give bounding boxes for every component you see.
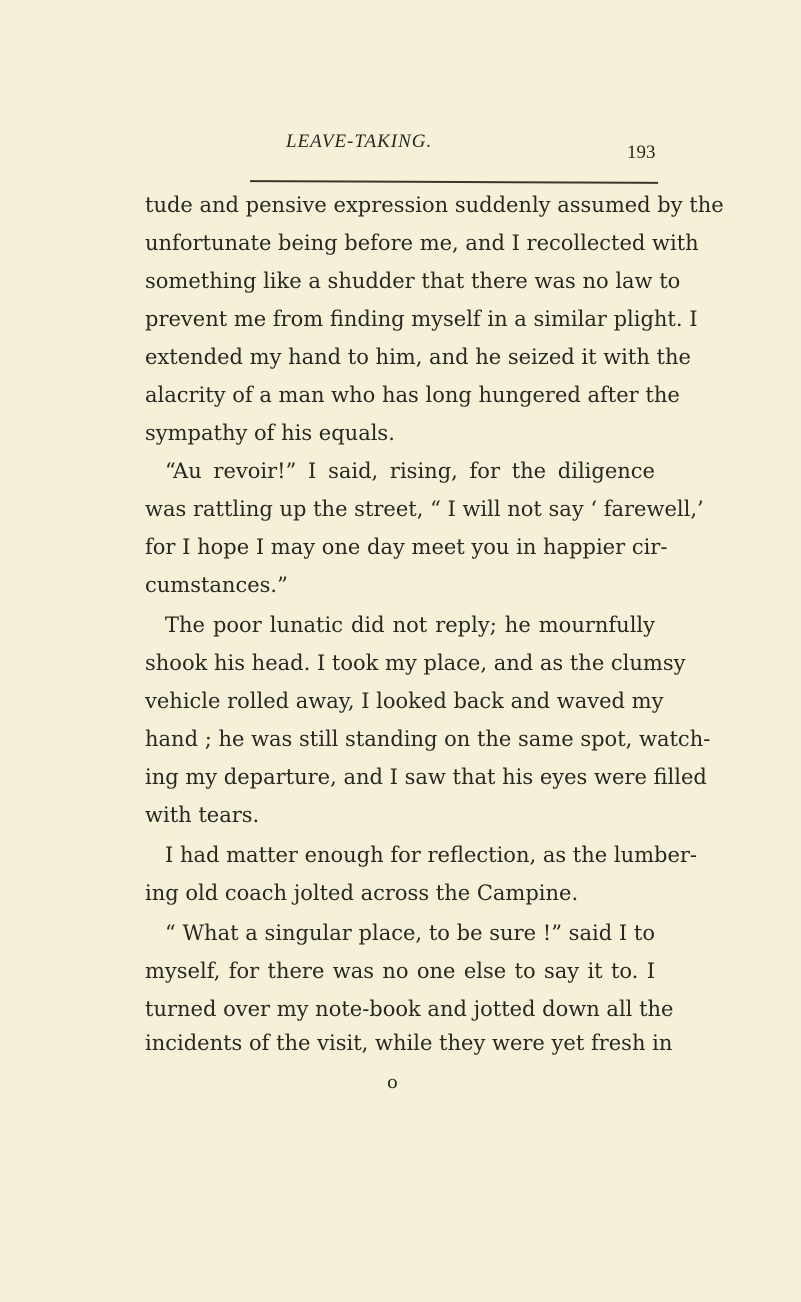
text-line: shook his head. I took my place, and as the clumsy — [145, 651, 686, 675]
text-line: for I hope I may one day meet you in happier cir- — [145, 535, 668, 559]
page-number: 193 — [627, 142, 656, 163]
text-line: cumstances.” — [145, 573, 288, 597]
text-line: extended my hand to him, and he seized it with the — [145, 345, 691, 369]
text-line: ing old coach jolted across the Campine. — [145, 881, 579, 905]
text-line: vehicle rolled away, I looked back and waved my — [145, 689, 664, 713]
text-line: tude and pensive expression suddenly assumed by the — [145, 193, 724, 217]
header-rule — [250, 180, 658, 183]
text-line: “Au revoir!” I said, rising, for the diligence — [165, 459, 655, 483]
text-line: sympathy of his equals. — [145, 421, 395, 445]
text-line: unfortunate being before me, and I recollected with — [145, 231, 699, 255]
text-line: I had matter enough for reflection, as the lumber- — [165, 843, 698, 867]
text-line: something like a shudder that there was no law to — [145, 269, 681, 293]
signature-mark: o — [387, 1072, 398, 1093]
text-line: “ What a singular place, to be sure !” said I to — [165, 921, 655, 945]
text-line: ing my departure, and I saw that his eyes were filled — [145, 765, 707, 789]
text-line: with tears. — [145, 803, 260, 827]
text-line: was rattling up the street, “ I will not say ‘ farewell,’ — [145, 497, 704, 521]
running-title: LEAVE-TAKING. — [286, 131, 433, 152]
text-line: The poor lunatic did not reply; he mournfully — [165, 613, 655, 637]
text-line: hand ; he was still standing on the same spot, watch- — [145, 727, 711, 751]
text-line: myself, for there was no one else to say it to. I — [145, 959, 655, 983]
text-line: prevent me from finding myself in a similar plight. I — [145, 307, 698, 331]
text-line: turned over my note-book and jotted down all the — [145, 997, 674, 1021]
text-line: incidents of the visit, while they were yet fresh in — [145, 1031, 673, 1055]
text-line: alacrity of a man who has long hungered after the — [145, 383, 680, 407]
